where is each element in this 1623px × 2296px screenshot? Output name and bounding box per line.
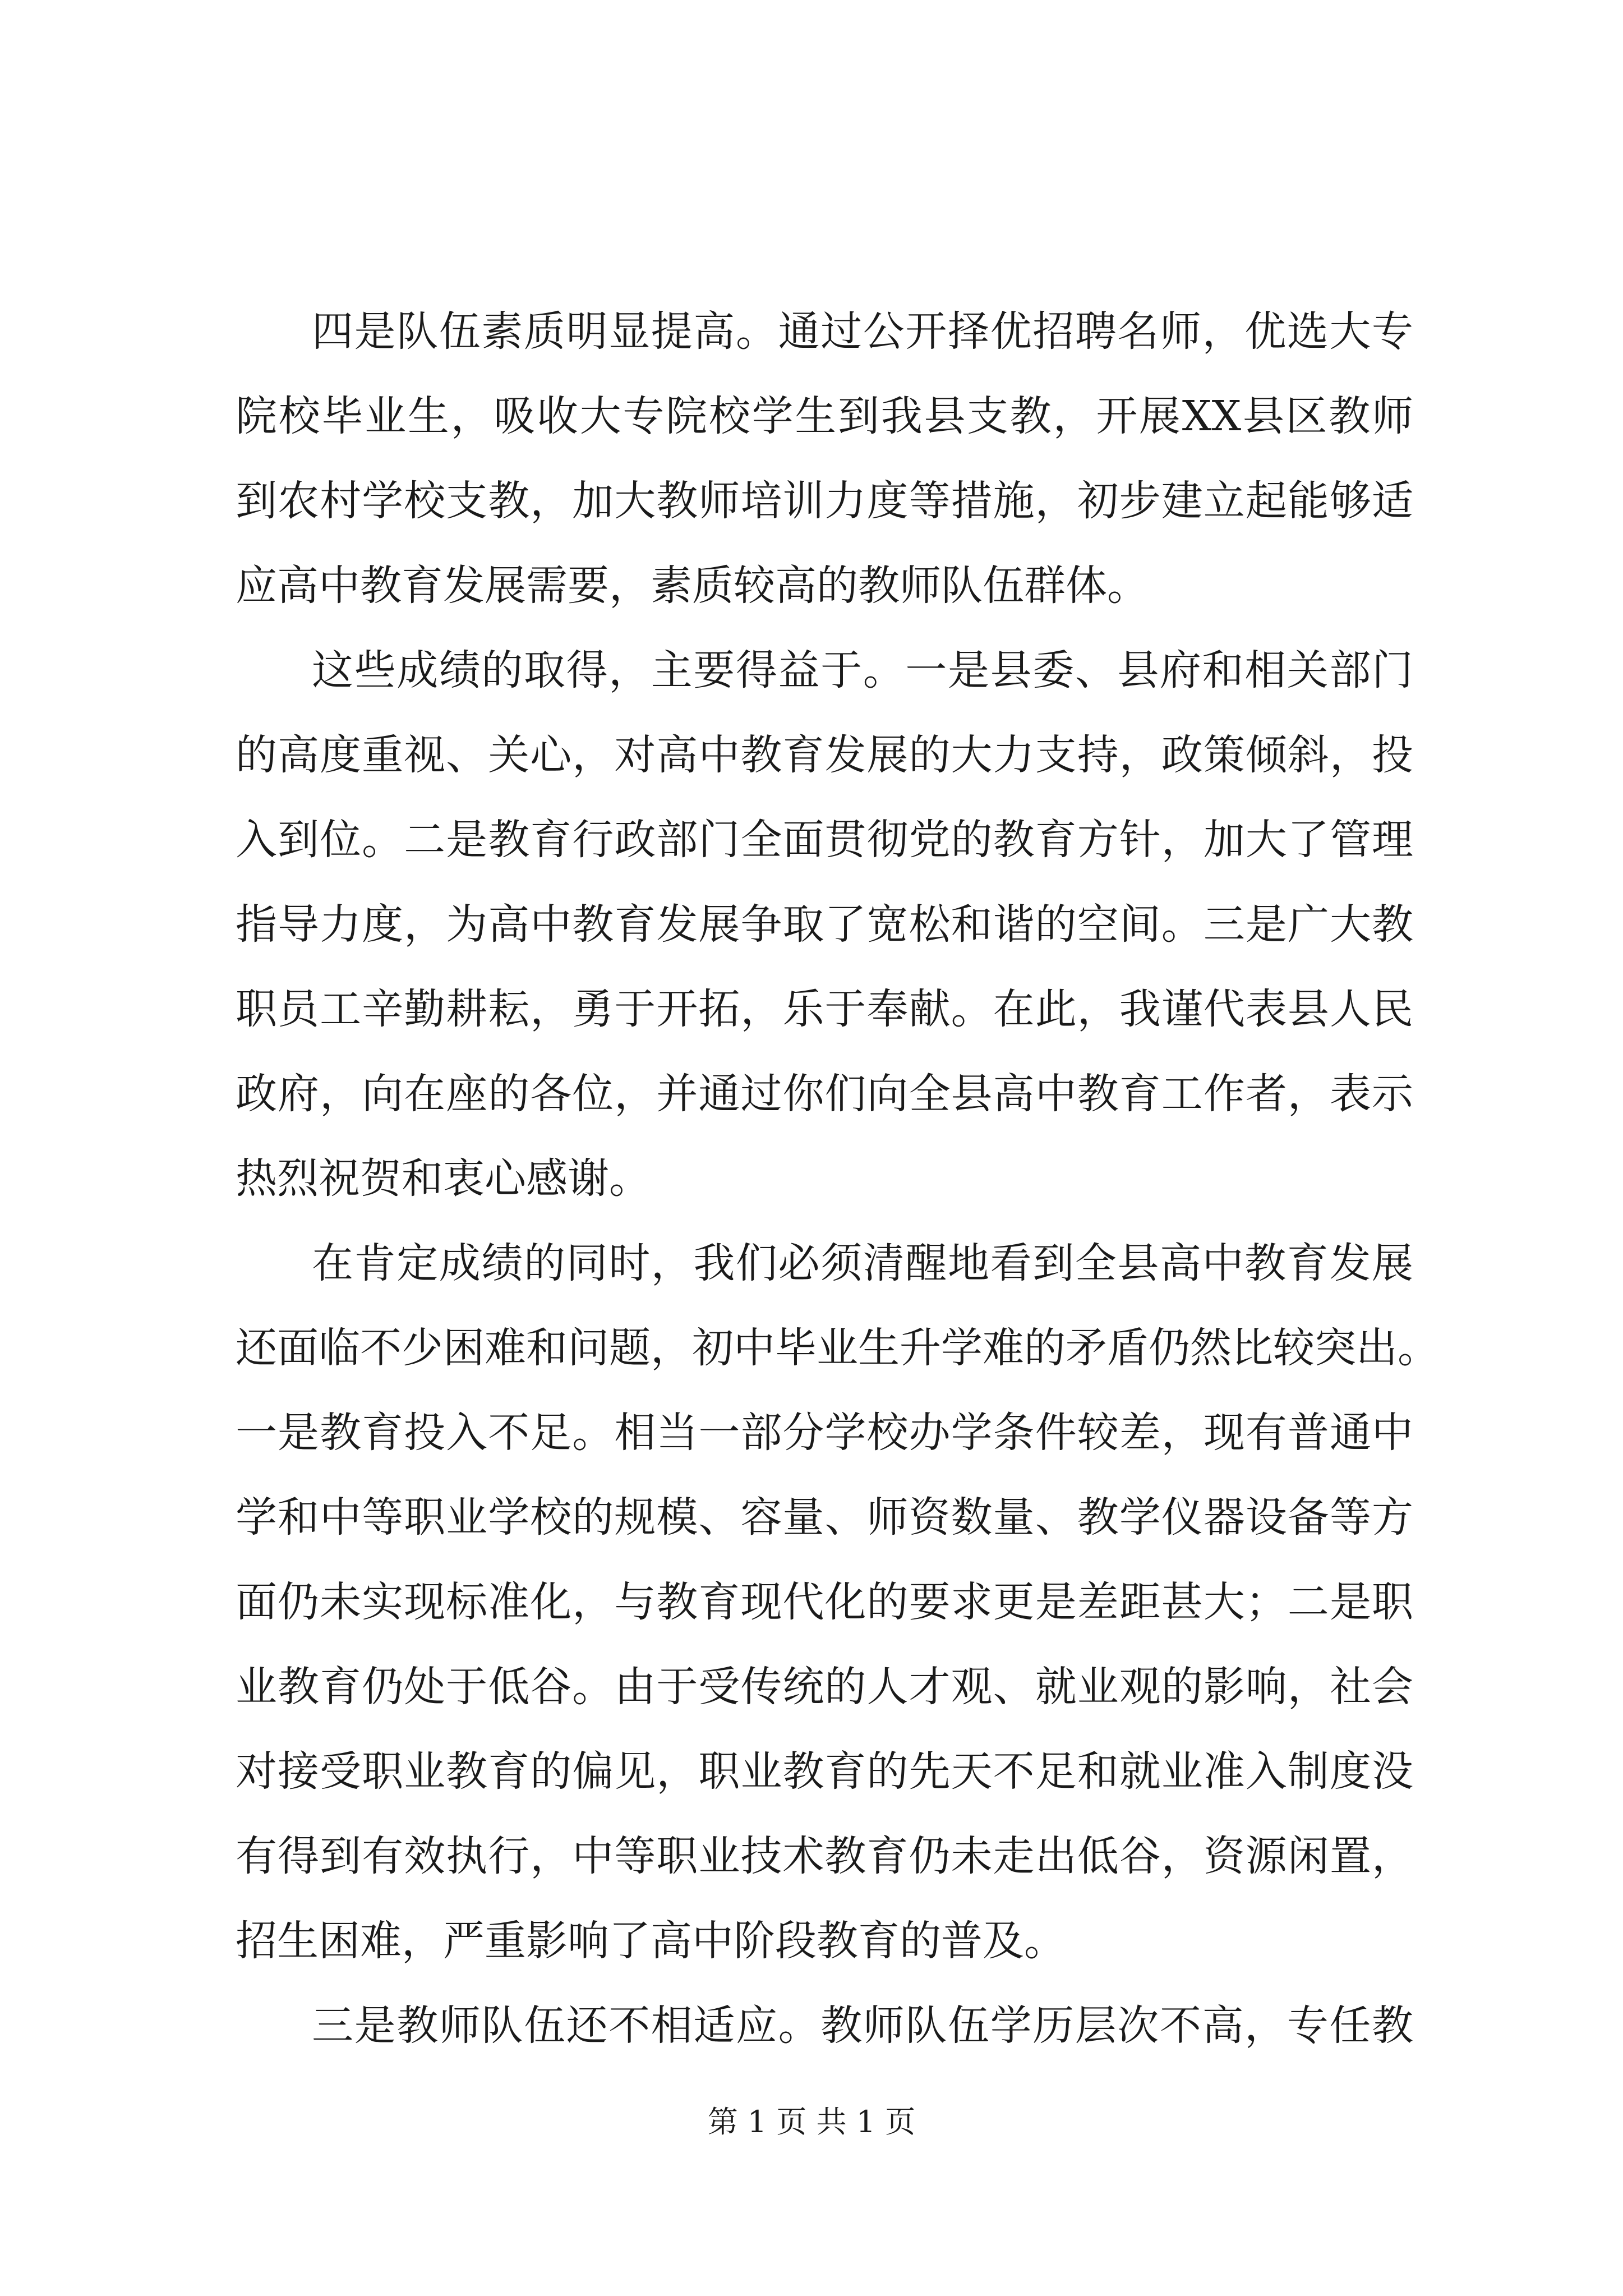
text-line: 应高中教育发展需要，素质较高的教师队伍群体。 [236, 562, 1149, 610]
page-footer: 第 1 页 共 1 页 [707, 2104, 916, 2139]
text-line: 在肯定成绩的同时，我们必须清醒地看到全县高中教育发展 [312, 1239, 1413, 1287]
text-line: 三是教师队伍还不相适应。教师队伍学历层次不高，专任教 [312, 2001, 1413, 2050]
text-line: 对接受职业教育的偏见，职业教育的先天不足和就业准入制度没 [236, 1747, 1413, 1796]
text-line: 一是教育投入不足。相当一部分学校办学条件较差，现有普通中 [236, 1409, 1413, 1457]
text-line: 面仍未实现标准化，与教育现代化的要求更是差距甚大；二是职 [236, 1578, 1413, 1626]
text-line: 指导力度，为高中教育发展争取了宽松和谐的空间。三是广大教 [236, 900, 1413, 949]
text-line: 入到位。二是教育行政部门全面贯彻党的教育方针，加大了管理 [236, 816, 1413, 864]
text-line: 院校毕业生，吸收大专院校学生到我县支教，开展XX县区教师 [236, 392, 1413, 440]
text-line: 还面临不少困难和问题，初中毕业生升学难的矛盾仍然比较突出。 [236, 1324, 1439, 1372]
text-line: 业教育仍处于低谷。由于受传统的人才观、就业观的影响，社会 [236, 1663, 1413, 1711]
document-body [236, 289, 1439, 2068]
text-line: 到农村学校支教，加大教师培训力度等措施，初步建立起能够适 [236, 477, 1413, 525]
text-line: 热烈祝贺和衷心感谢。 [236, 1154, 651, 1203]
text-line: 四是队伍素质明显提高。通过公开择优招聘名师，优选大专 [312, 307, 1413, 356]
text-line: 学和中等职业学校的规模、容量、师资数量、教学仪器设备等方 [236, 1493, 1413, 1542]
text-line: 职员工辛勤耕耘，勇于开拓，乐于奉献。在此，我谨代表县人民 [236, 985, 1413, 1033]
text-line: 政府，向在座的各位，并通过你们向全县高中教育工作者，表示 [236, 1070, 1413, 1118]
text-line: 的高度重视、关心，对高中教育发展的大力支持，政策倾斜，投 [236, 731, 1413, 779]
text-line: 有得到有效执行，中等职业技术教育仍未走出低谷，资源闲置， [236, 1832, 1413, 1880]
text-line: 这些成绩的取得，主要得益于。一是县委、县府和相关部门 [312, 646, 1413, 694]
text-line: 招生困难，严重影响了高中阶段教育的普及。 [236, 1917, 1066, 1965]
